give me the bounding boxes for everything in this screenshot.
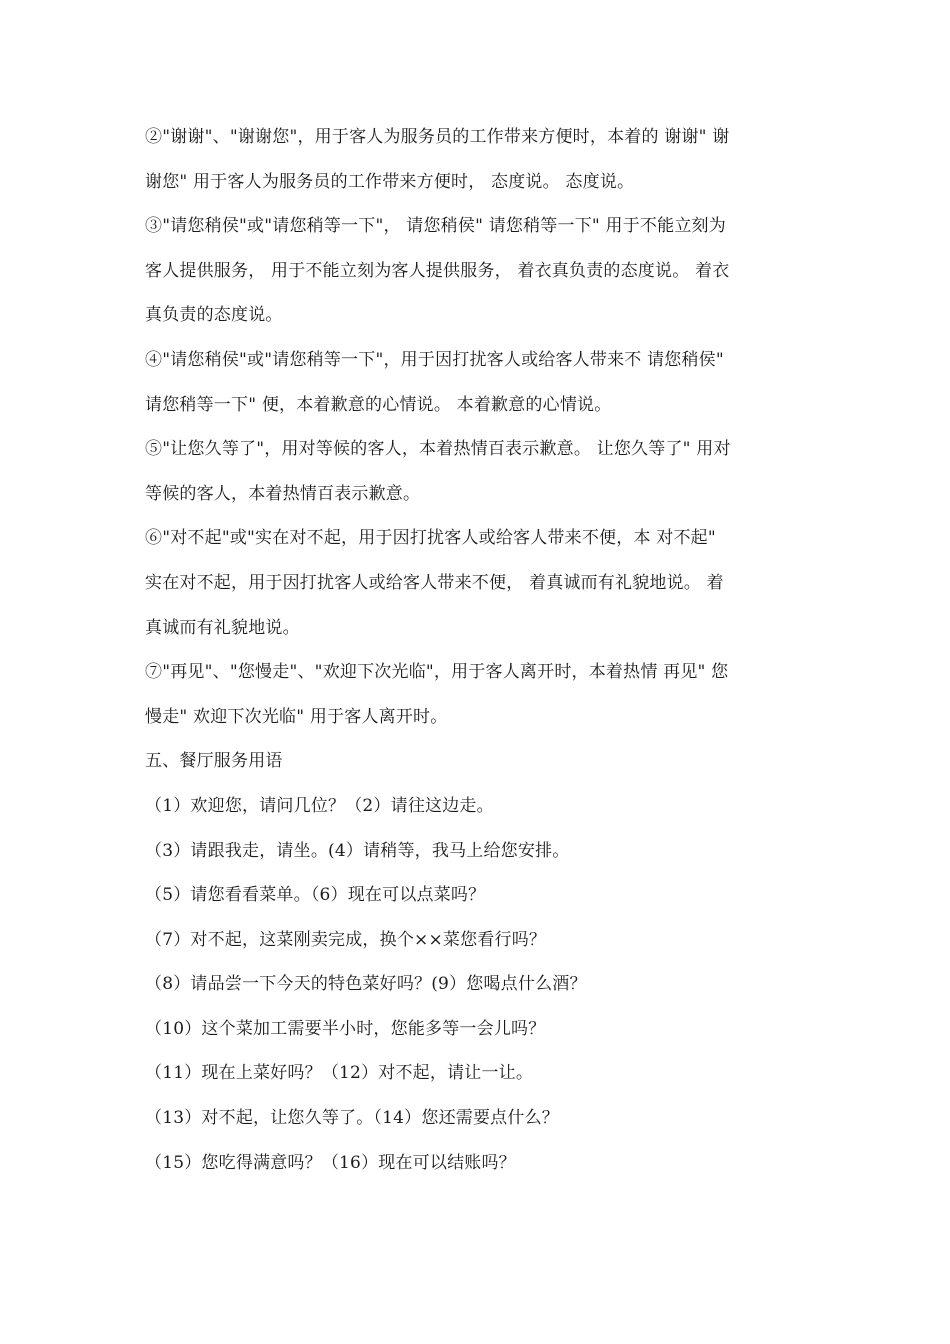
text-line: 真诚而有礼貌地说。 <box>145 617 300 638</box>
list-item: （15）您吃得满意吗？（16）现在可以结账吗？ <box>145 1152 516 1173</box>
list-item: （8）请品尝一下今天的特色菜好吗？(9）您喝点什么酒？ <box>145 974 587 995</box>
list-item: （5）请您看看菜单。（6）现在可以点菜吗？ <box>145 885 486 906</box>
text-line: 客人提供服务， 用于不能立刻为客人提供服务， 着衣真负责的态度说。 着衣 <box>145 260 730 281</box>
text-line: 谢您" 用于客人为服务员的工作带来方便时， 态度说。 态度说。 <box>145 171 635 192</box>
text-line: ⑤"让您久等了"，用对等候的客人，本着热情百表示歉意。 让您久等了" 用对 <box>145 439 731 460</box>
list-item: （3）请跟我走，请坐。(4）请稍等，我马上给您安排。 <box>145 840 570 861</box>
list-item: （11）现在上菜好吗？（12）对不起，请让一让。 <box>145 1063 534 1084</box>
text-line: ②"谢谢"、"谢谢您"，用于客人为服务员的工作带来方便时，本着的 谢谢" 谢 <box>145 127 730 147</box>
list-item: （7）对不起，这菜刚卖完成，换个××菜您看行吗？ <box>145 929 547 950</box>
document-body <box>145 122 815 1192</box>
text-line: ③"请您稍侯"或"请您稍等一下"， 请您稍侯" 请您稍等一下" 用于不能立刻为 <box>145 216 726 237</box>
section-heading: 五、餐厅服务用语 <box>145 751 283 772</box>
list-item: （1）欢迎您，请问几位？（2）请往这边走。 <box>145 795 494 816</box>
list-item: （10）这个菜加工需要半小时，您能多等一会儿吗？ <box>145 1018 546 1039</box>
text-line: ④"请您稍侯"或"请您稍等一下"，用于因打扰客人或给客人带来不 请您稍侯" <box>145 349 724 370</box>
text-line: ⑦"再见"、"您慢走"、"欢迎下次光临"，用于客人离开时，本着热情 再见" 您 <box>145 662 729 683</box>
text-line: 等候的客人，本着热情百表示歉意。 <box>145 483 421 504</box>
text-line: 慢走" 欢迎下次光临" 用于客人离开时。 <box>145 706 448 727</box>
text-line: ⑥"对不起"或"实在对不起，用于因打扰客人或给客人带来不便，本 对不起" <box>145 528 716 549</box>
text-line: 真负责的态度说。 <box>145 305 283 326</box>
list-item: （13）对不起，让您久等了。（14）您还需要点什么？ <box>145 1108 559 1129</box>
text-line: 请您稍等一下" 便，本着歉意的心情说。 本着歉意的心情说。 <box>145 394 612 415</box>
text-line: 实在对不起，用于因打扰客人或给客人带来不便， 着真诚而有礼貌地说。 着 <box>145 572 724 593</box>
